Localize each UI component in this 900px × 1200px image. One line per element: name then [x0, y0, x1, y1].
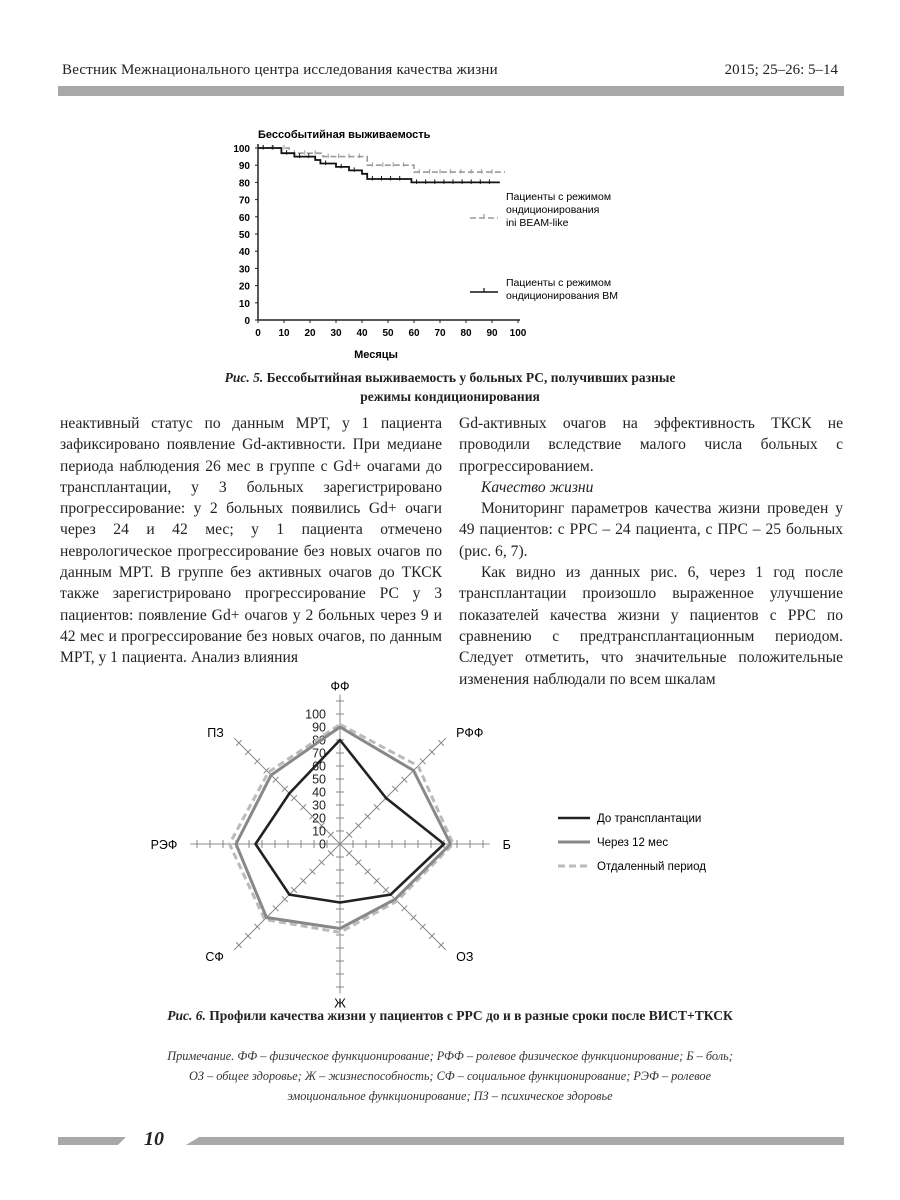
figure5-caption-text: Бессобытийная выживаемость у больных РС, получивших разные режимы кондиционирования	[266, 370, 676, 404]
y-tick-label: 70	[238, 195, 250, 207]
radial-tick-label: 60	[312, 759, 326, 774]
figure6-label: Рис. 6.	[167, 1008, 206, 1023]
x-tick-label: 40	[356, 328, 368, 339]
x-tick-label: 10	[278, 328, 290, 339]
legend-label: До трансплантации	[597, 813, 702, 825]
radial-tick-label: 0	[319, 837, 326, 852]
legend-label: Через 12 мес	[597, 837, 669, 849]
radar-chart	[150, 676, 750, 1011]
x-tick-label: 30	[330, 328, 342, 339]
y-tick-label: 30	[238, 264, 250, 276]
x-tick-label: 80	[460, 328, 472, 339]
radial-tick-label: 100	[305, 707, 326, 722]
x-tick-label: 90	[486, 328, 498, 339]
axis-label: ФФ	[330, 679, 350, 694]
right-paragraph-3: Как видно из данных рис. 6, через 1 год после трансплантации произошло выраженное улучшение показателей качества жизни у пациентов с РРС по сравнению с предтрансплантационным периодом. Следует отметить, что значительные положительные изменения наблюдали по всем шкалам	[459, 564, 843, 688]
issue-info: 2015; 25–26: 5–14	[724, 62, 838, 78]
journal-title: Вестник Межнационального центра исследования качества жизни	[62, 62, 498, 78]
header-bar	[58, 86, 844, 96]
radial-tick-label: 80	[312, 733, 326, 748]
axis-label: РФФ	[456, 725, 484, 740]
figure6-caption-text: Профили качества жизни у пациентов с РРС до и в разные сроки после ВИСТ+ТКСК	[209, 1008, 733, 1023]
x-tick-label: 0	[255, 328, 261, 339]
radial-tick-label: 20	[312, 811, 326, 826]
survival-chart	[222, 120, 672, 365]
y-tick-label: 0	[244, 316, 250, 327]
x-tick-label: 60	[408, 328, 420, 339]
y-tick-label: 90	[238, 161, 250, 173]
radar-axis	[234, 844, 340, 950]
y-tick-label: 80	[238, 178, 250, 190]
right-paragraph-1: Gd-активных очагов на эффективность ТКСК не проводили вследствие малого числа больных с прогрессированием.	[459, 415, 843, 475]
figure6-note: Примечание. ФФ – физическое функционирование; РФФ – ролевое физическое функционирование; Б – боль; ОЗ – общее здоровье; Ж – жизнеспособность; СФ – социальное функционирование; РЭФ – ролевое эмоциональное функционирование; ПЗ – психическое здоровье	[167, 1049, 733, 1103]
axis-label: РЭФ	[150, 838, 178, 852]
radial-tick-label: 40	[312, 785, 326, 800]
x-tick-label: 100	[509, 328, 527, 339]
x-axis-label: Месяцы	[354, 349, 398, 361]
radar-series-2	[236, 727, 451, 929]
axis-label: ОЗ	[456, 950, 474, 965]
left-column	[60, 413, 442, 669]
chart-title: Бессобытийная выживаемость	[258, 129, 431, 141]
series-line-1	[258, 148, 505, 172]
left-paragraph: неактивный статус по данным МРТ, у 1 пациента зафиксировано появление Gd-активности. При медиане периода наблюдения 26 мес в группе с Gd+ очагами до трансплантации, у 3 больных зарегистрировано прогрессирование: у 2 больных появились Gd+ очаги через 24 и 42 мес; у 1 пациента отмечено неврологическое прогрессирование без новых очагов по данным МРТ. В группе без активных очагов до ТКСК также зарегистрировано прогрессирование РС у 3 пациентов: появление Gd+ очагов у 2 больных через 9 и 42 мес и прогрессирование без новых очагов, по данным МРТ, у 1 пациента. Анализ влияния	[60, 415, 442, 667]
radial-tick-label: 10	[312, 824, 326, 839]
legend-label: Пациенты с режимом ондиционирования ini BEAM-like	[506, 191, 614, 229]
radial-tick-label: 70	[312, 746, 326, 761]
figure6-caption	[150, 1006, 750, 1025]
radial-tick-label: 90	[312, 720, 326, 735]
section-heading: Качество жизни	[481, 478, 594, 496]
radial-tick-label: 30	[312, 798, 326, 813]
y-tick-label: 50	[238, 230, 250, 241]
x-tick-label: 70	[434, 328, 446, 339]
y-tick-label: 20	[238, 281, 250, 293]
page-number: 10	[144, 1128, 164, 1150]
x-tick-label: 50	[382, 328, 394, 339]
y-tick-label: 40	[238, 247, 250, 259]
figure5-label: Рис. 5.	[224, 370, 264, 385]
y-tick-label: 10	[238, 298, 250, 310]
legend-label: Отдаленный период	[597, 861, 706, 873]
axis-label: Б	[502, 838, 511, 852]
axis-label: ПЗ	[207, 725, 224, 740]
right-column	[459, 413, 843, 690]
radar-axis	[340, 844, 446, 950]
right-paragraph-2: Мониторинг параметров качества жизни проведен у 49 пациентов: с РРС – 24 пациента, с ПРС – 25 больных (рис. 6, 7).	[459, 500, 843, 560]
figure5-caption	[200, 368, 700, 406]
x-tick-label: 20	[304, 328, 316, 339]
y-tick-label: 100	[233, 144, 250, 155]
y-tick-label: 60	[238, 212, 250, 224]
footer-bar-left	[58, 1137, 126, 1145]
footer-bar-right	[186, 1137, 844, 1145]
axis-label: СФ	[205, 950, 224, 965]
radial-tick-label: 50	[312, 772, 326, 787]
legend-label: Пациенты с режимом ондиционирования BM	[506, 277, 619, 302]
axis-label: Ж	[334, 996, 346, 1011]
